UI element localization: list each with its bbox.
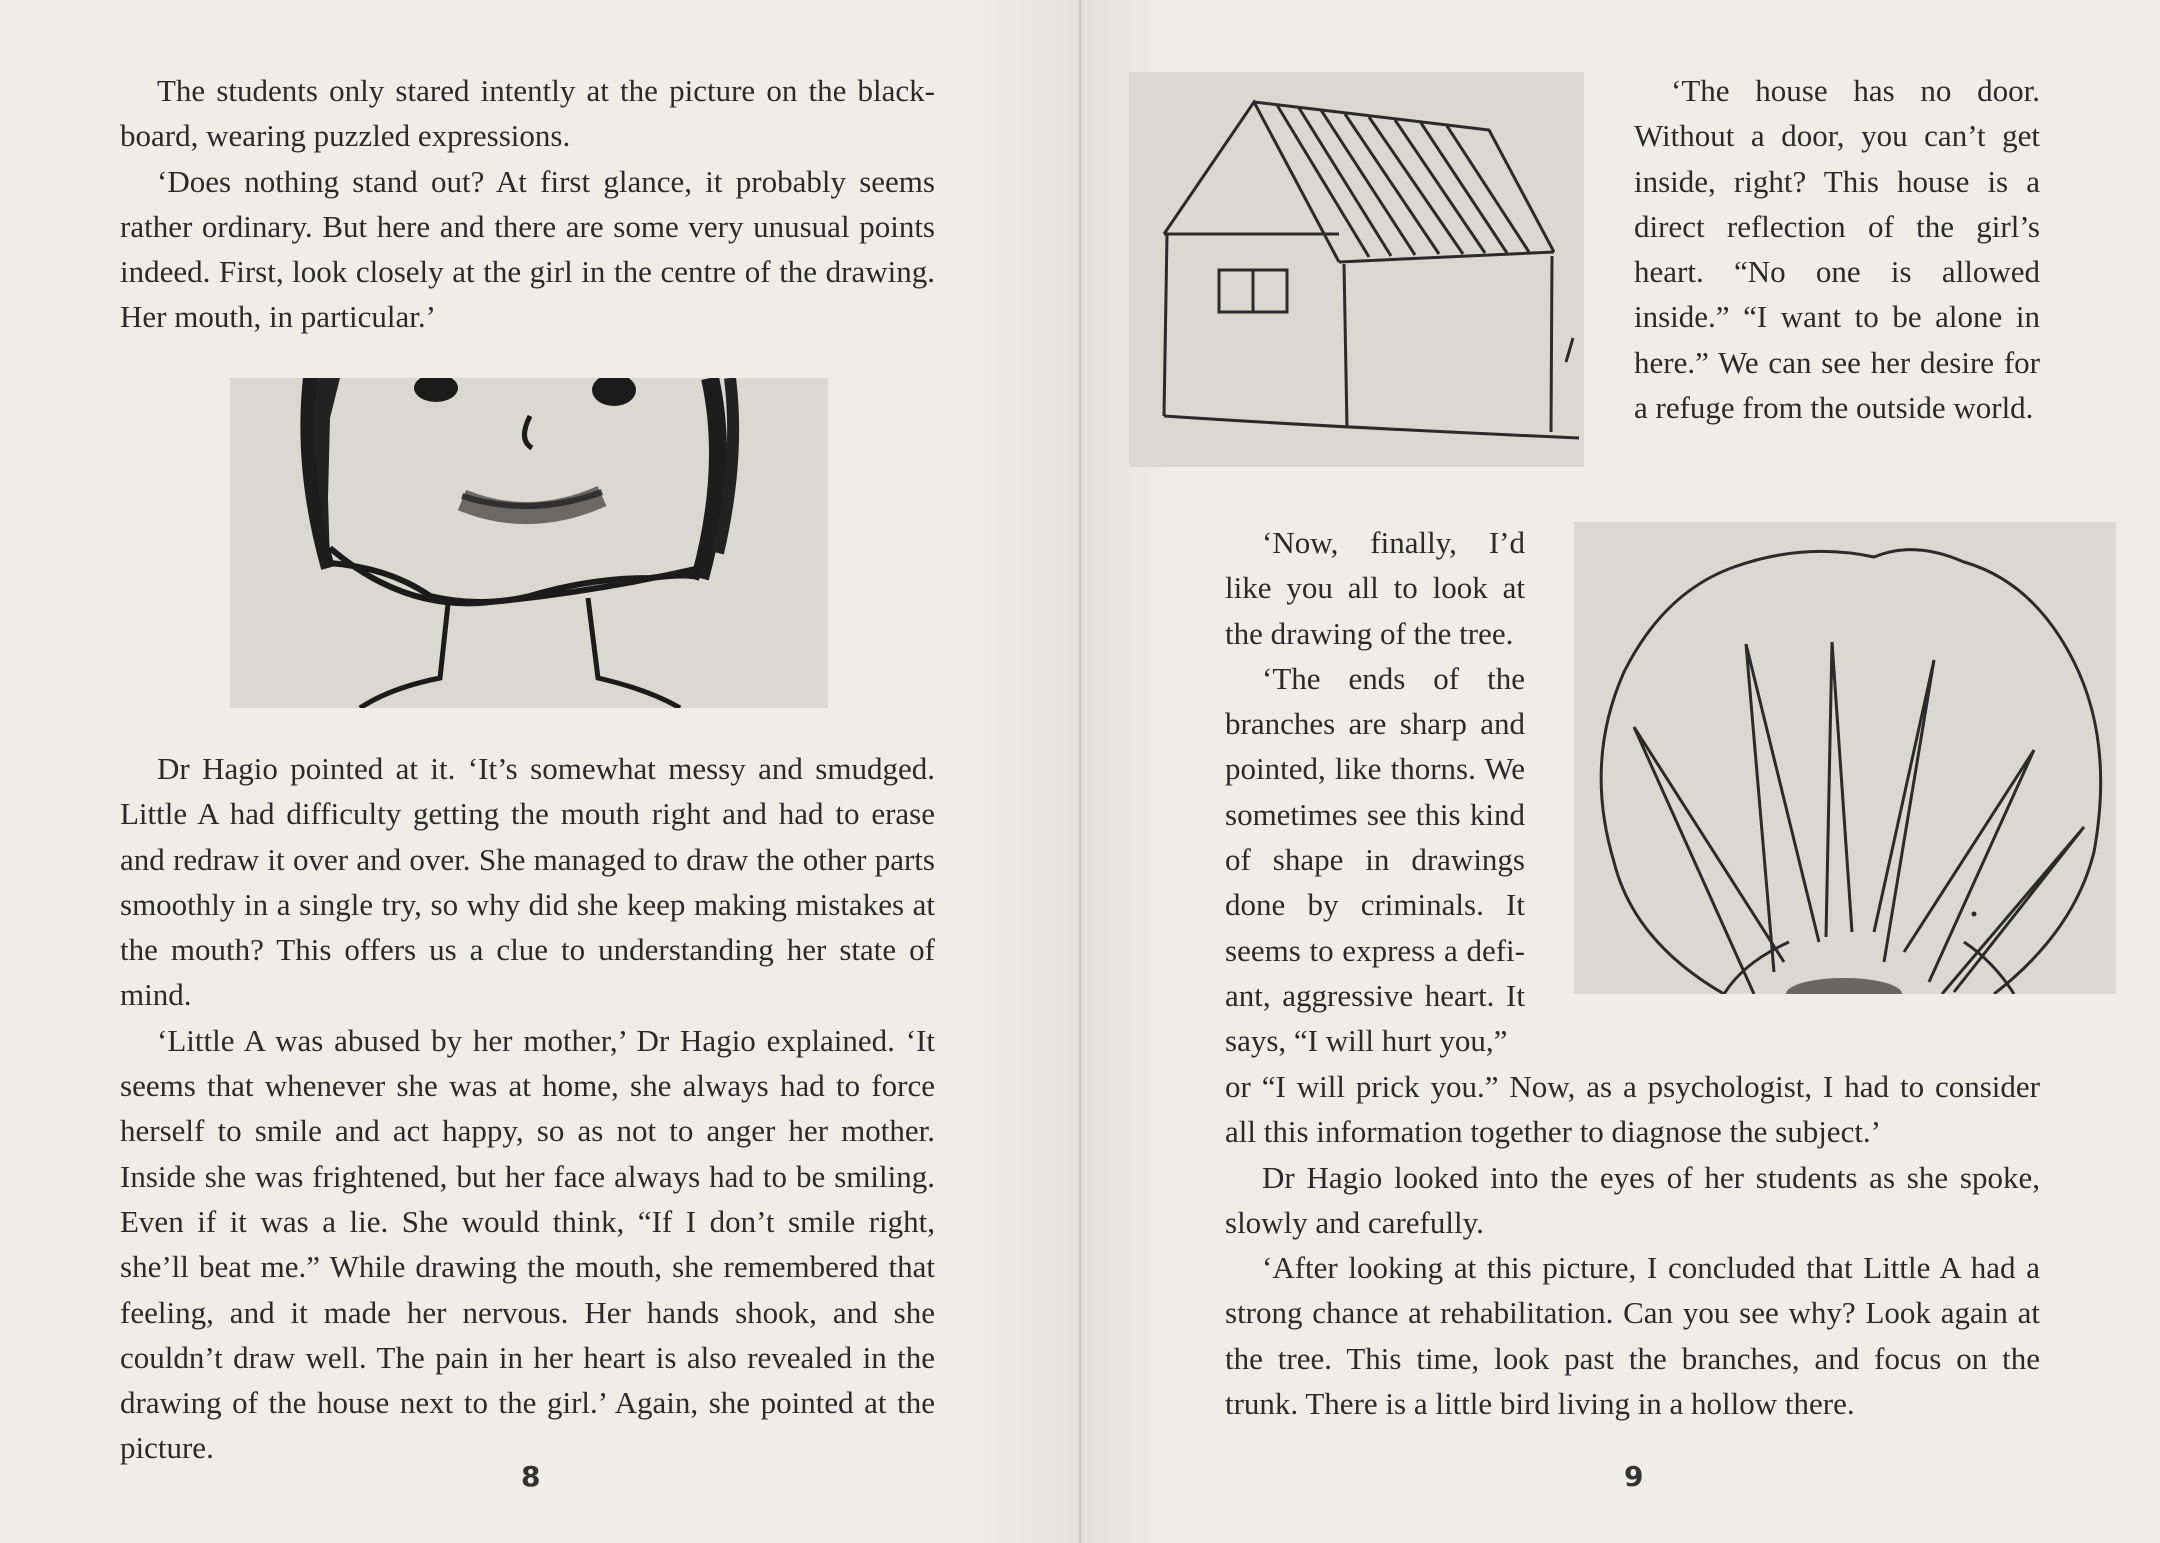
girl-face-drawing [230, 378, 828, 708]
paragraph: ‘The house has no door. Without a door, you can’t get inside, right? This house is a direct reflection of the girl’s heart. “No one is allowed inside.” “I want to be alone in here.” We can see her desire for a refuge from the outside world. [1634, 73, 2040, 426]
paragraph: or “I will prick you.” Now, as a psychologist, I had to consider all this information together to diagnose the subject.’ [1225, 1069, 2040, 1150]
paragraph: ‘Does nothing stand out? At first glance, it probably seems rather ordinary. But here and there are some very unusual points indeed. First, look closely at the girl in the centre of the drawing. Her mouth, in particular.’ [120, 163, 935, 335]
page-number: 8 [521, 1460, 541, 1493]
left-text-top [120, 68, 935, 340]
house-drawing [1129, 72, 1584, 467]
paragraph: ‘Now, finally, I’d like you all to look at the drawing of the tree. [1225, 525, 1525, 651]
paragraph: ‘After looking at this picture, I concluded that Little A had a strong chance at rehabilitation. Can you see why? Look again at the tree. This time, look past the branches, and focus on the trunk. There is a little bird living in a hollow there. [1225, 1250, 2040, 1422]
paragraph: Dr Hagio pointed at it. ‘It’s somewhat messy and smudged. Little A had difficulty getting the mouth right and had to erase and redraw it over and over. She managed to draw the other parts smoothly in a single try, so why did she keep making mistakes at the mouth? This offers us a clue to understanding her state of mind. [120, 751, 935, 1013]
tree-drawing [1574, 522, 2116, 994]
paragraph: The students only stared intently at the picture on the blackboard, wearing puzzled expressions. [120, 73, 935, 154]
left-text-bottom [120, 746, 935, 1471]
paragraph: ‘Little A was abused by her mother,’ Dr Hagio explained. ‘It seems that whenever she was at home, she always had to force herself to smile and act happy, so as not to anger her mother. Inside she was frightened, but her face always had to be smiling. Even if it was a lie. She would think, “If I don’t smile right, she’ll beat me.” While drawing the mouth, she remembered that feeling, and it made her nervous. Her hands shook, and she couldn’t draw well. The pain in her heart is also revealed in the drawing of the house next to the girl.’ Again, she pointed at the picture. [120, 1022, 935, 1466]
page-number: 9 [1624, 1460, 1644, 1493]
right-text-bottom [1225, 1064, 2040, 1426]
paragraph: Dr Hagio looked into the eyes of her students as she spoke, slowly and carefully. [1225, 1159, 2040, 1240]
tree-side-text [1225, 520, 1525, 1064]
house-caption-text [1634, 68, 2040, 430]
paragraph: ‘The ends of the branches are sharp and pointed, like thorns. We sometimes see this kind of shape in drawings done by criminals. It seems to express a defiant, aggressive heart. It says, “I will hurt you,” [1225, 660, 1525, 1059]
